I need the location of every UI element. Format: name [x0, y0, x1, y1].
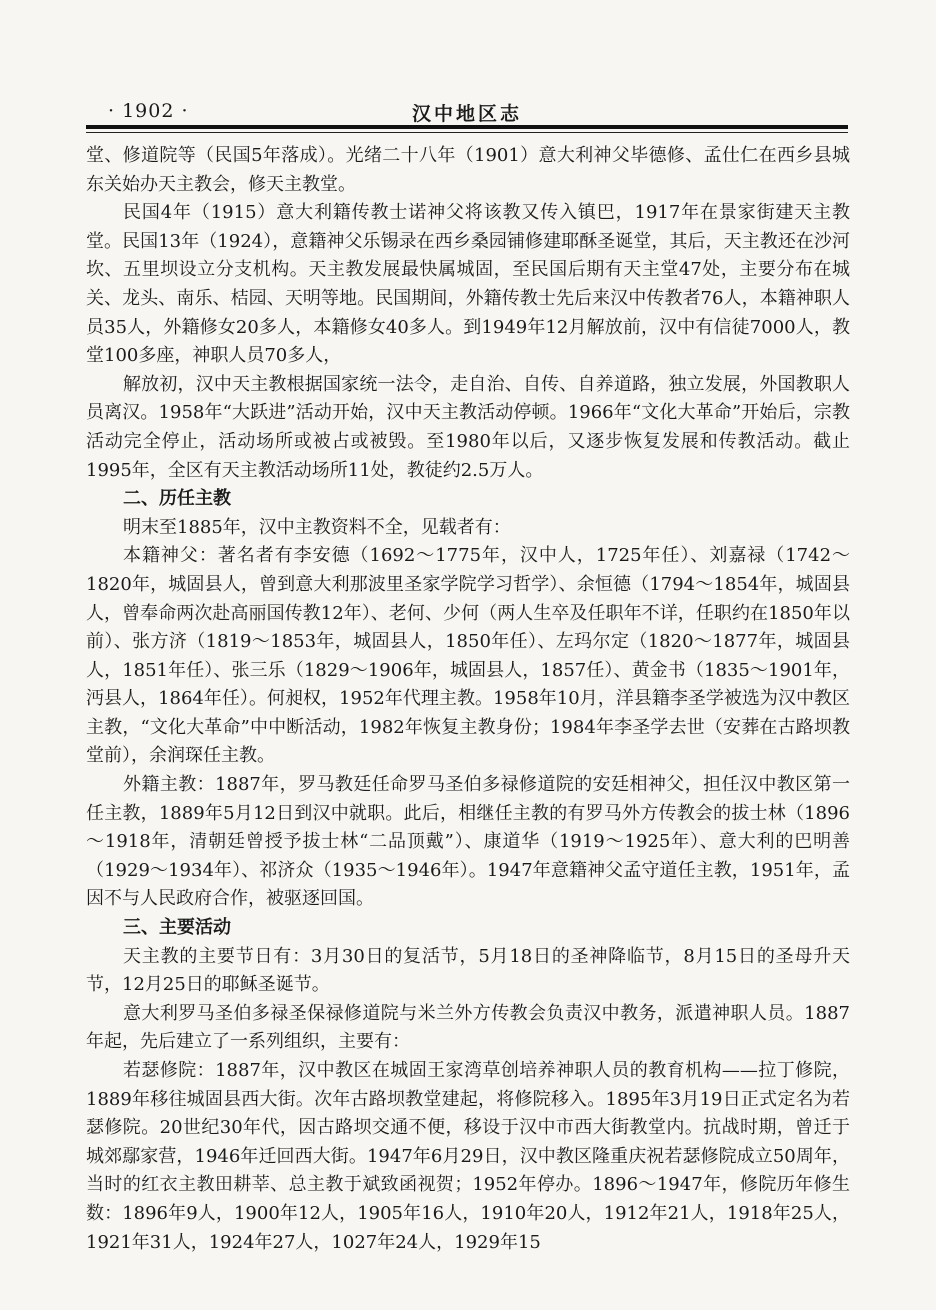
paragraph: 外籍主教：1887年，罗马教廷任命罗马圣伯多禄修道院的安廷相神父，担任汉中教区第一任主教，1889年5月12日到汉中就职。此后，相继任主教的有罗马外方传教会的拔士林（1896～1918年，清朝廷曾授予拔士林“二品顶戴”）、康道华（1919～1925年）、意大利的巴明善（1929～1934年）、祁济众（1935～1946年）。1947年意籍神父孟守道任主教，1951年，孟因不与人民政府合作，被驱逐回国。 [86, 774, 850, 910]
paragraph: 若瑟修院：1887年，汉中教区在城固王家湾草创培养神职人员的教育机构——拉丁修院，1889年移往城固县西大街。次年古路坝教堂建起，将修院移入。1895年3月19日正式定名为若瑟修院。20世纪30年代，因古路坝交通不便，移设于汉中市西大街教堂内。抗战时期，曾迁于城郊鄢家营，1946年迁回西大街。1947年6月29日，汉中教区隆重庆祝若瑟修院成立50周年，当时的红衣主教田耕莘、总主教于斌致函视贺；1952年停办。1896～1947年，修院历年修生数：1896年9人，1900年12人，1905年16人，1910年20人，1912年21人，1918年25人，1921年31人，1924年27人，1027年24人，1929年15 [86, 1060, 850, 1253]
page-header [86, 96, 848, 125]
paragraph: 堂、修道院等（民国5年落成）。光绪二十八年（1901）意大利神父毕德修、孟仕仁在西乡县城东关始办天主教会，修天主教堂。 [86, 145, 850, 195]
page-number: · 1902 · [108, 100, 189, 122]
body-text [86, 142, 850, 1257]
header-rule-thin [86, 132, 848, 133]
paragraph: 意大利罗马圣伯多禄圣保禄修道院与米兰外方传教会负责汉中教务，派遣神职人员。1887年起，先后建立了一系列组织，主要有： [86, 1002, 850, 1053]
paragraph: 解放初，汉中天主教根据国家统一法令，走自治、自传、自养道路，独立发展，外国教职人员离汉。1958年“大跃进”活动开始，汉中天主教活动停顿。1966年“文化大革命”开始后，宗教活动完全停止，活动场所或被占或被毁。至1980年以后，又逐步恢复发展和传教活动。截止1995年，全区有天主教活动场所11处，教徒约2.5万人。 [86, 373, 850, 481]
paragraph: 天主教的主要节日有：3月30日的复活节，5月18日的圣神降临节，8月15日的圣母升天节，12月25日的耶稣圣诞节。 [86, 945, 850, 996]
paragraph: 民国4年（1915）意大利籍传教士诺神父将该教又传入镇巴，1917年在景家街建天主教堂。民国13年（1924），意籍神父乐锡录在西乡桑园铺修建耶酥圣诞堂，其后，天主教还在沙河坎、五里坝设立分支机构。天主教发展最快属城固，至民国后期有天主堂47处，主要分布在城关、龙头、南乐、桔园、天明等地。民国期间，外籍传教士先后来汉中传教者76人，本籍神职人员35人，外籍修女20多人，本籍修女40多人。到1949年12月解放前，汉中有信徒7000人，教堂100多座，神职人员70多人， [86, 202, 850, 367]
section-heading: 二、历任主教 [123, 488, 231, 510]
section-heading: 三、主要活动 [123, 917, 231, 939]
header-rule-thick [86, 125, 848, 129]
paragraph: 明末至1885年，汉中主教资料不全，见载者有： [123, 516, 511, 538]
book-title: 汉中地区志 [411, 103, 522, 125]
paragraph: 本籍神父：著名者有李安德（1692～1775年，汉中人，1725年任）、刘嘉禄（1742～1820年，城固县人，曾到意大利那波里圣家学院学习哲学）、余恒德（1794～1854年，城固县人，曾奉命两次赴高丽国传教12年）、老何、少何（两人生卒及任职年不详，任职约在1850年以前）、张方济（1819～1853年，城固县人，1850年任）、左玛尔定（1820～1877年，城固县人，1851年任）、张三乐（1829～1906年，城固县人，1857任）、黄金书（1835～1901年，沔县人，1864年任）。何昶权，1952年代理主教。1958年10月，洋县籍李圣学被选为汉中教区主教，“文化大革命”中中断活动，1982年恢复主教身份；1984年李圣学去世（安葬在古路坝教堂前），余润琛任主教。 [86, 545, 850, 767]
